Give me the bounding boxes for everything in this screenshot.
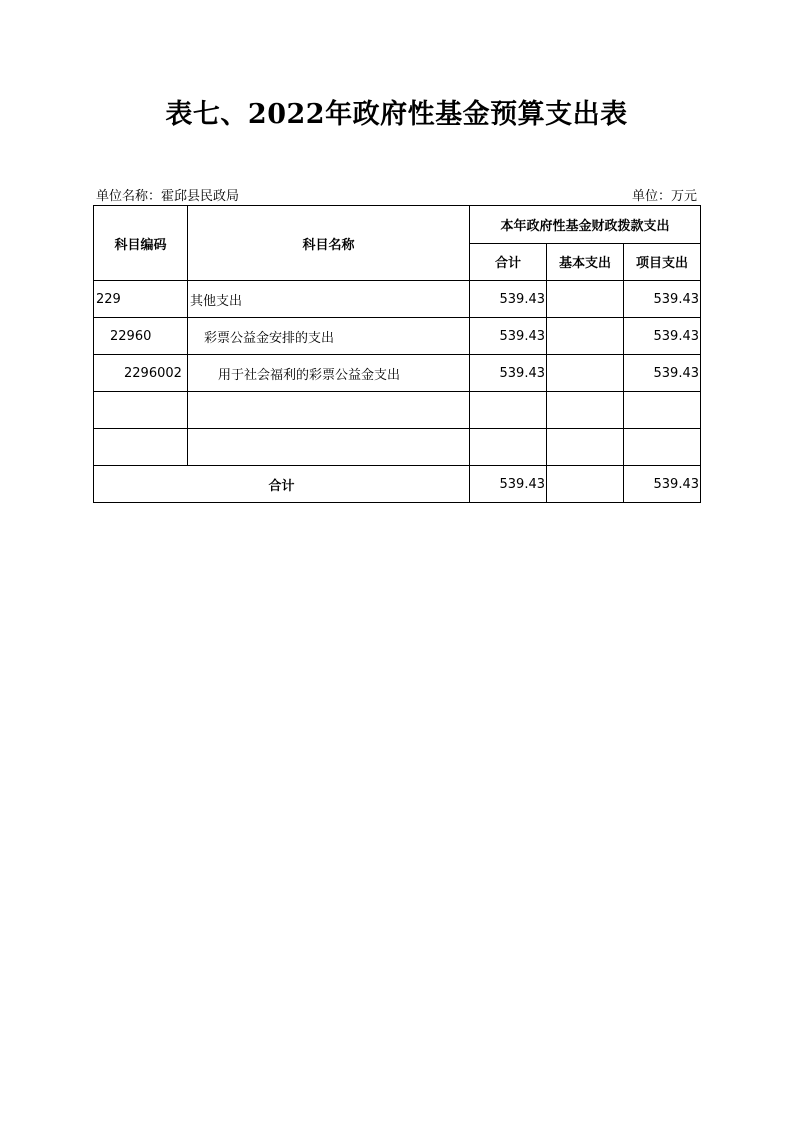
summary-label: 合计: [94, 466, 470, 503]
summary-project: 539.43: [624, 466, 701, 503]
row-basic: [547, 429, 624, 466]
page-title: 表七、2022年政府性基金预算支出表: [165, 99, 628, 130]
row-project: [624, 392, 701, 429]
header-name: 科目名称: [188, 206, 470, 281]
table-row: [94, 392, 701, 429]
row-name: 彩票公益金安排的支出: [188, 318, 470, 355]
table-row: [94, 429, 701, 466]
header-total: 合计: [470, 243, 547, 281]
header-group: 本年政府性基金财政拨款支出: [470, 206, 701, 244]
row-name: 其他支出: [188, 281, 470, 318]
header-basic: 基本支出: [547, 243, 624, 281]
header-project: 项目支出: [624, 243, 701, 281]
summary-row: [94, 466, 701, 503]
row-code: [94, 392, 188, 429]
row-basic: [547, 392, 624, 429]
budget-table: [93, 205, 701, 503]
row-total: 539.43: [470, 355, 547, 392]
unit-name-label: 单位名称：霍邱县民政局: [96, 189, 240, 204]
row-basic: [547, 281, 624, 318]
unit-label: 单位：万元: [631, 189, 697, 204]
row-project: 539.43: [624, 355, 701, 392]
summary-total: 539.43: [470, 466, 547, 503]
row-code: 22960: [94, 318, 188, 355]
row-total: [470, 392, 547, 429]
row-name: [188, 429, 470, 466]
table-row: [94, 281, 701, 318]
row-basic: [547, 355, 624, 392]
row-project: [624, 429, 701, 466]
row-basic: [547, 318, 624, 355]
table-row: [94, 318, 701, 355]
row-name: 用于社会福利的彩票公益金支出: [188, 355, 470, 392]
header-code: 科目编码: [94, 206, 188, 281]
row-name: [188, 392, 470, 429]
row-total: 539.43: [470, 281, 547, 318]
row-project: 539.43: [624, 318, 701, 355]
summary-basic: [547, 466, 624, 503]
row-code: 229: [94, 281, 188, 318]
row-code: 2296002: [94, 355, 188, 392]
table-row: [94, 355, 701, 392]
row-project: 539.43: [624, 281, 701, 318]
row-code: [94, 429, 188, 466]
row-total: 539.43: [470, 318, 547, 355]
row-total: [470, 429, 547, 466]
